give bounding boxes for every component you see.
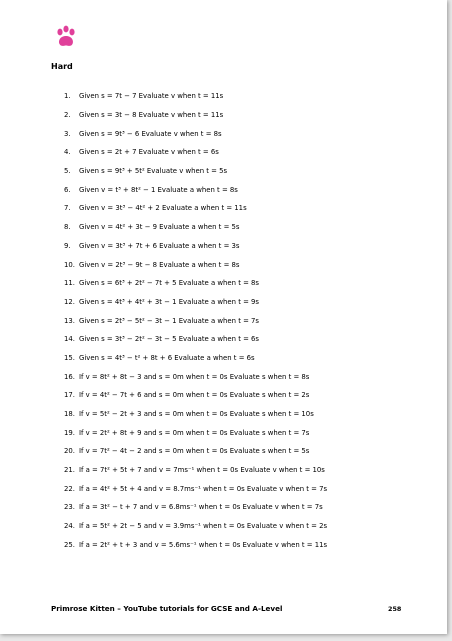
question-number: 24. — [64, 522, 75, 531]
question-text: If a = 7t² + 5t + 7 and v = 7ms⁻¹ when t = 0s Evaluate v when t = 10s — [79, 466, 325, 475]
question-text: Given v = 3t³ − 4t² + 2 Evaluate a when t = 11s — [79, 204, 247, 213]
question-item — [64, 386, 436, 405]
question-number: 10. — [64, 260, 75, 269]
question-text: Given s = 3t − 8 Evaluate v when t = 11s — [79, 111, 224, 120]
question-text: If a = 5t² + 2t − 5 and v = 3.9ms⁻¹ when t = 0s Evaluate v when t = 2s — [79, 522, 328, 531]
question-number: 7. — [64, 204, 71, 213]
question-item — [64, 349, 436, 368]
question-text: Given v = 4t² + 3t − 9 Evaluate a when t = 5s — [79, 223, 240, 232]
question-number: 12. — [64, 297, 75, 306]
question-item — [64, 311, 436, 330]
question-number: 3. — [64, 129, 71, 138]
question-item — [64, 517, 436, 536]
question-text: If v = 4t² − 7t + 6 and s = 0m when t = 0s Evaluate s when t = 2s — [79, 391, 310, 400]
question-text: If v = 7t² − 4t − 2 and s = 0m when t = 0s Evaluate s when t = 5s — [79, 447, 310, 456]
question-number: 21. — [64, 466, 75, 475]
question-number: 18. — [64, 410, 75, 419]
question-number: 25. — [64, 540, 75, 549]
question-number: 14. — [64, 335, 75, 344]
question-number: 2. — [64, 111, 71, 120]
question-number: 20. — [64, 447, 75, 456]
question-item — [64, 180, 436, 199]
question-item — [64, 293, 436, 312]
question-number: 8. — [64, 223, 71, 232]
question-text: If a = 4t² + 5t + 4 and v = 8.7ms⁻¹ when t = 0s Evaluate v when t = 7s — [79, 484, 328, 493]
question-number: 4. — [64, 148, 71, 157]
question-item — [64, 255, 436, 274]
question-text: Given s = 4t³ + 4t² + 3t − 1 Evaluate a when t = 9s — [79, 297, 260, 306]
question-item — [64, 461, 436, 480]
question-item — [64, 106, 436, 125]
question-number: 23. — [64, 503, 75, 512]
question-text: Given s = 6t³ + 2t² − 7t + 5 Evaluate a when t = 8s — [79, 279, 260, 288]
question-item — [64, 405, 436, 424]
question-text: If v = 2t² + 8t + 9 and s = 0m when t = 0s Evaluate s when t = 7s — [79, 428, 310, 437]
section-heading: Hard — [51, 62, 73, 71]
question-number: 9. — [64, 241, 71, 250]
question-item — [64, 237, 436, 256]
question-text: If v = 8t² + 8t − 3 and s = 0m when t = 0s Evaluate s when t = 8s — [79, 372, 310, 381]
question-text: If a = 2t² + t + 3 and v = 5.6ms⁻¹ when t = 0s Evaluate v when t = 11s — [79, 540, 328, 549]
question-item — [64, 536, 436, 555]
question-item — [64, 442, 436, 461]
question-number: 11. — [64, 279, 75, 288]
question-text: Given s = 3t³ − 2t² − 3t − 5 Evaluate a when t = 6s — [79, 335, 260, 344]
question-list — [64, 87, 436, 554]
question-text: If a = 3t² − t + 7 and v = 6.8ms⁻¹ when t = 0s Evaluate v when t = 7s — [79, 503, 323, 512]
question-text: Given s = 7t − 7 Evaluate v when t = 11s — [79, 92, 224, 101]
question-number: 17. — [64, 391, 75, 400]
question-item — [64, 218, 436, 237]
question-item — [64, 162, 436, 181]
footer-text: Primrose Kitten – YouTube tutorials for GCSE and A-Level — [51, 604, 283, 613]
question-number: 13. — [64, 316, 75, 325]
question-text: Given s = 4t³ − t² + 8t + 6 Evaluate a when t = 6s — [79, 353, 255, 362]
question-number: 6. — [64, 185, 71, 194]
page-number: 258 — [388, 605, 402, 613]
question-number: 19. — [64, 428, 75, 437]
question-number: 1. — [64, 92, 71, 101]
question-text: Given s = 9t³ − 6 Evaluate v when t = 8s — [79, 129, 222, 138]
question-number: 22. — [64, 484, 75, 493]
question-item — [64, 367, 436, 386]
question-text: Given s = 2t + 7 Evaluate v when t = 6s — [79, 148, 219, 157]
question-item — [64, 330, 436, 349]
question-number: 5. — [64, 167, 71, 176]
question-text: Given v = 3t³ + 7t + 6 Evaluate a when t = 3s — [79, 241, 240, 250]
question-item — [64, 124, 436, 143]
question-number: 16. — [64, 372, 75, 381]
question-text: Given s = 9t³ + 5t² Evaluate v when t = 5s — [79, 167, 228, 176]
question-text: Given s = 2t³ − 5t² − 3t − 1 Evaluate a when t = 7s — [79, 316, 260, 325]
question-item — [64, 498, 436, 517]
question-item — [64, 423, 436, 442]
paw-print-icon — [56, 25, 76, 49]
question-item — [64, 479, 436, 498]
question-number: 15. — [64, 353, 75, 362]
question-item — [64, 199, 436, 218]
question-item — [64, 274, 436, 293]
question-item — [64, 143, 436, 162]
question-item — [64, 87, 436, 106]
question-text: If v = 5t² − 2t + 3 and s = 0m when t = 0s Evaluate s when t = 10s — [79, 410, 314, 419]
question-text: Given v = t³ + 8t² − 1 Evaluate a when t = 8s — [79, 185, 238, 194]
question-text: Given v = 2t³ − 9t − 8 Evaluate a when t = 8s — [79, 260, 240, 269]
